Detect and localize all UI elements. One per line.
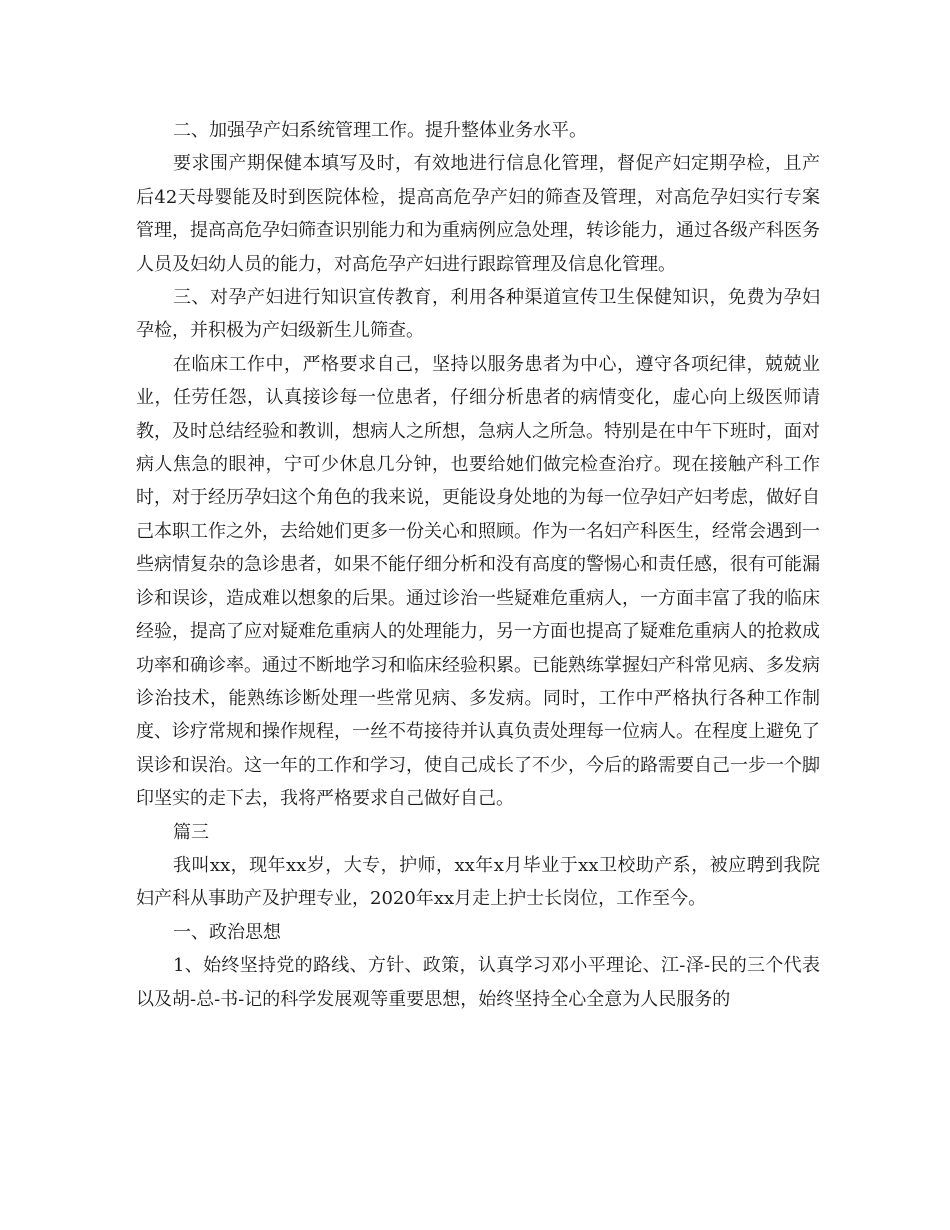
- document-body: [136, 114, 820, 1016]
- paragraph-section-2-heading: 二、加强孕产妇系统管理工作。提升整体业务水平。: [173, 120, 587, 141]
- paragraph-political-heading: 一、政治思想: [173, 921, 281, 943]
- paragraph-section-3-education: 三、对孕产妇进行知识宣传教育，利用各种渠道宣传卫生保健知识，免费为孕妇孕检，并积极为产妇级新生儿筛查。: [136, 287, 820, 342]
- paragraph-political-item-1: 1、始终坚持党的路线、方针、政策，认真学习邓小平理论、江-泽-民的三个代表以及胡-总-书-记的科学发展观等重要思想，始终坚持全心全意为人民服务的: [136, 955, 820, 1010]
- paragraph-clinical-work: 在临床工作中，严格要求自己，坚持以服务患者为中心，遵守各项纪律，兢兢业业，任劳任怨，认真接诊每一位患者，仔细分析患者的病情变化，虚心向上级医师请教，及时总结经验和教训，想病人之所想，急病人之所急。特别是在中午下班时，面对病人焦急的眼神，宁可少休息几分钟，也要给她们做完检查治疗。现在接触产科工作时，对于经历孕妇这个角色的我来说，更能设身处地的为每一位孕妇产妇考虑，做好自己本职工作之外，去给她们更多一份关心和照顾。作为一名妇产科医生，经常会遇到一些病情复杂的急诊患者，如果不能仔细分析和没有高度的警惕心和责任感，很有可能漏诊和误诊，造成难以想象的后果。通过诊治一些疑难危重病人，一方面丰富了我的临床经验，提高了应对疑难危重病人的处理能力，另一方面也提高了疑难危重病人的抢救成功率和确诊率。通过不断地学习和临床经验积累。已能熟练掌握妇产科常见病、多发病诊治技术，能熟练诊断处理一些常见病、多发病。同时，工作中严格执行各种工作制度、诊疗常规和操作规程，一丝不苟接待并认真负责处理每一位病人。在程度上避免了误诊和误治。这一年的工作和学习，使自己成长了不少，今后的路需要自己一步一个脚印坚实的走下去，我将严格要求自己做好自己。: [136, 353, 820, 810]
- paragraph-part-3-heading: 篇三: [173, 821, 209, 843]
- paragraph-self-introduction: 我叫xx，现年xx岁，大专，护师，xx年x月毕业于xx卫校助产系，被应聘到我院妇产科从事助产及护理专业，2020年xx月走上护士长岗位，工作至今。: [136, 854, 820, 910]
- paragraph-perinatal-management: 要求围产期保健本填写及时，有效地进行信息化管理，督促产妇定期孕检，且产后42天母婴能及时到医院体检，提高高危孕产妇的筛查及管理，对高危孕妇实行专案管理，提高高危孕妇筛查识别能力和为重病例应急处理，转诊能力，通过各级产科医务人员及妇幼人员的能力，对高危孕产妇进行跟踪管理及信息化管理。: [136, 153, 820, 275]
